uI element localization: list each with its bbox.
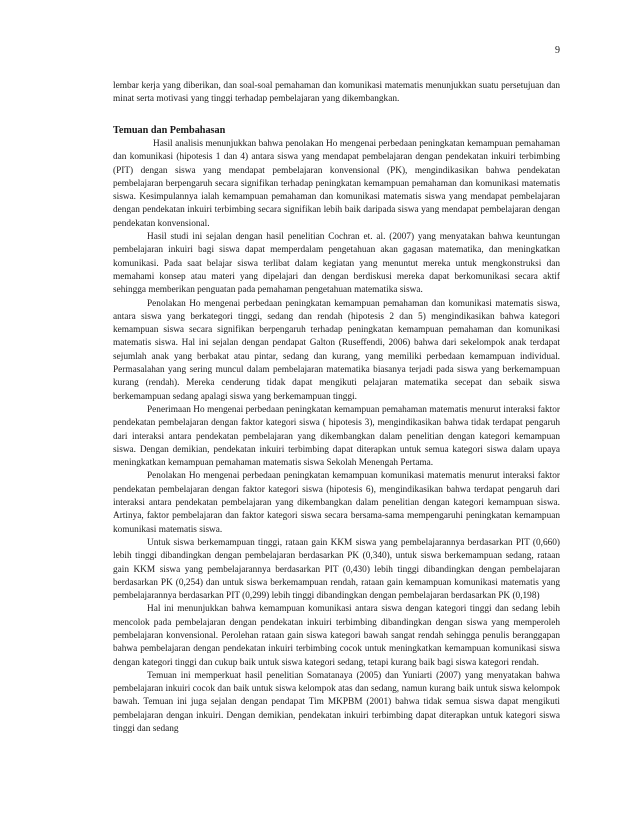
paragraph: Penerimaan Ho mengenai perbedaan peningkatan kemampuan pemahaman matematis menurut interaksi faktor pendekatan pembelajaran dengan faktor kategori siswa ( hipotesis 3), mengindikasikan bahwa tidak terdapat pengaruh dari interaksi antara pendekatan pembelajaran yang dikembangkan dalam penelitian dengan kategori kemampuan siswa. Dengan demikian, pendekatan inkuiri terbimbing dapat diterapkan untuk semua kategori siswa dalam upaya meningkatkan kemampuan pemahaman matematis siswa Sekolah Menengah Pertama. [113, 404, 560, 469]
paragraph: Penolakan Ho mengenai perbedaan peningkatan kemampuan pemahaman dan komunikasi matematis siswa, antara siswa yang berkategori tinggi, sedang dan rendah (hipotesis 2 dan 5) mengindikasikan bahwa kategori kemampuan siswa secara signifikan berpengaruh terhadap peningkatan kemampuan pemahaman dan komunikasi matematis siswa. Hal ini sejalan dengan pendapat Galton (Ruseffendi, 2006) bahwa dari sekelompok anak terdapat sejumlah anak yang berbakat atau pintar, sedang dan kurang, yang memiliki perbedaan kemampuan individual. Permasalahan yang sering muncul dalam pembelajaran matematika biasanya terjadi pada siswa yang berkemampuan kurang (rendah). Mereka cenderung tidak dapat mengikuti pelajaran matematika secepat dan sebaik siswa berkemampuan sedang apalagi siswa yang berkemampuan tinggi. [113, 298, 560, 402]
intro-paragraph: lembar kerja yang diberikan, dan soal-soal pemahaman dan komunikasi matematis menunjukkan suatu persetujuan dan minat serta motivasi yang tinggi terhadap pembelajaran yang dikembangkan. [113, 81, 560, 105]
paragraph: Hasil analisis menunjukkan bahwa penolakan Ho mengenai perbedaan peningkatan kemampuan pemahaman dan komunikasi (hipotesis 1 dan 4) antara siswa yang mendapat pembelajaran dengan pendekatan inkuiri terbimbing (PIT) dengan siswa yang mendapat pembelajaran konvensional (PK), mengindikasikan bahwa pendekatan pembelajaran berpengaruh secara signifikan terhadap peningkatan kemampuan pemahaman dan komunikasi matematis siswa. Kesimpulannya ialah kemampuan pemahaman dan komunikasi matematis siswa yang mendapat pembelajaran dengan pendekatan inkuiri terbimbing secara signifikan lebih baik daripada siswa yang mendapat pembelajaran dengan pendekatan konvensional. [113, 139, 560, 229]
paragraph: Hasil studi ini sejalan dengan hasil penelitian Cochran et. al. (2007) yang menyatakan bahwa keuntungan pembelajaran inkuiri bagi siswa dapat memperdalam pengetahuan akan gagasan matematika, dan meningkatkan komunikasi. Pada saat belajar siswa terlibat dalam kegiatan yang menuntut mereka untuk mengkonstruksi dan memahami konsep atau materi yang dipelajari dan dengan berdiskusi mereka dapat berkomunikasi secara aktif sehingga memberikan penguatan pada pemahaman pengetahuan matematika siswa. [113, 232, 560, 296]
paragraph: Temuan ini memperkuat hasil penelitian Somatanaya (2005) dan Yuniarti (2007) yang menyatakan bahwa pembelajaran inkuiri cocok dan baik untuk siswa kelompok atas dan sedang, namun kurang baik untuk siswa kelompok bawah. Temuan ini juga sejalan dengan pendapat Tim MKPBM (2001) bahwa tidak semua siswa dapat mengikuti pembelajaran dengan inkuiri. Dengan demikian, pendekatan inkuiri terbimbing dapat diterapkan untuk kategori siswa tinggi dan sedang [113, 670, 560, 735]
page-number: 9 [555, 45, 560, 56]
paragraph: Penolakan Ho mengenai perbedaan peningkatan kemampuan komunikasi matematis menurut interaksi faktor pendekatan pembelajaran dengan faktor kategori siswa (hipotesis 6), mengindikasikan bahwa terdapat pengaruh dari interaksi antara pendekatan pembelajaran yang dikembangkan dalam penelitian dengan kategori kemampuan siswa. Artinya, faktor pembelajaran dan faktor kategori siswa secara bersama-sama mempengaruhi peningkatan kemampuan komunikasi matematis siswa. [113, 471, 560, 535]
section-body [113, 138, 560, 736]
section-heading: Temuan dan Pembahasan [113, 125, 226, 136]
paragraph: Hal ini menunjukkan bahwa kemampuan komunikasi antara siswa dengan kategori tinggi dan sedang lebih mencolok pada pembelajaran dengan pendekatan inkuiri terbimbing dibandingkan dengan siswa yang memperoleh pembelajaran konvensional. Perolehan rataan gain siswa kategori bawah sangat rendah sehingga penulis beranggapan bahwa pembelajaran dengan pendekatan inkuiri terbimbing cocok untuk meningkatkan kemampuan komunikasi siswa dengan kategori tinggi dan cukup baik untuk siswa kategori sedang, tetapi kurang baik bagi siswa kategori rendah. [113, 604, 560, 668]
paragraph: Untuk siswa berkemampuan tinggi, rataan gain KKM siswa yang pembelajarannya berdasarkan PIT (0,660) lebih tinggi dibandingkan dengan pembelajaran berdasarkan PK (0,340), untuk siswa berkemampuan sedang, rataan gain KKM siswa yang pembelajarannya berdasarkan PIT (0,430) lebih tinggi dibandingkan dengan pembelajaran berdasarkan PK (0,254) dan untuk siswa berkemampuan rendah, rataan gain kemampuan komunikasi matematis yang pembelajarannya berdasarkan PIT (0,299) lebih tinggi dibandingkan dengan pembelajaran berdasarkan PK (0,198) [113, 537, 560, 602]
intro-text [113, 80, 560, 107]
